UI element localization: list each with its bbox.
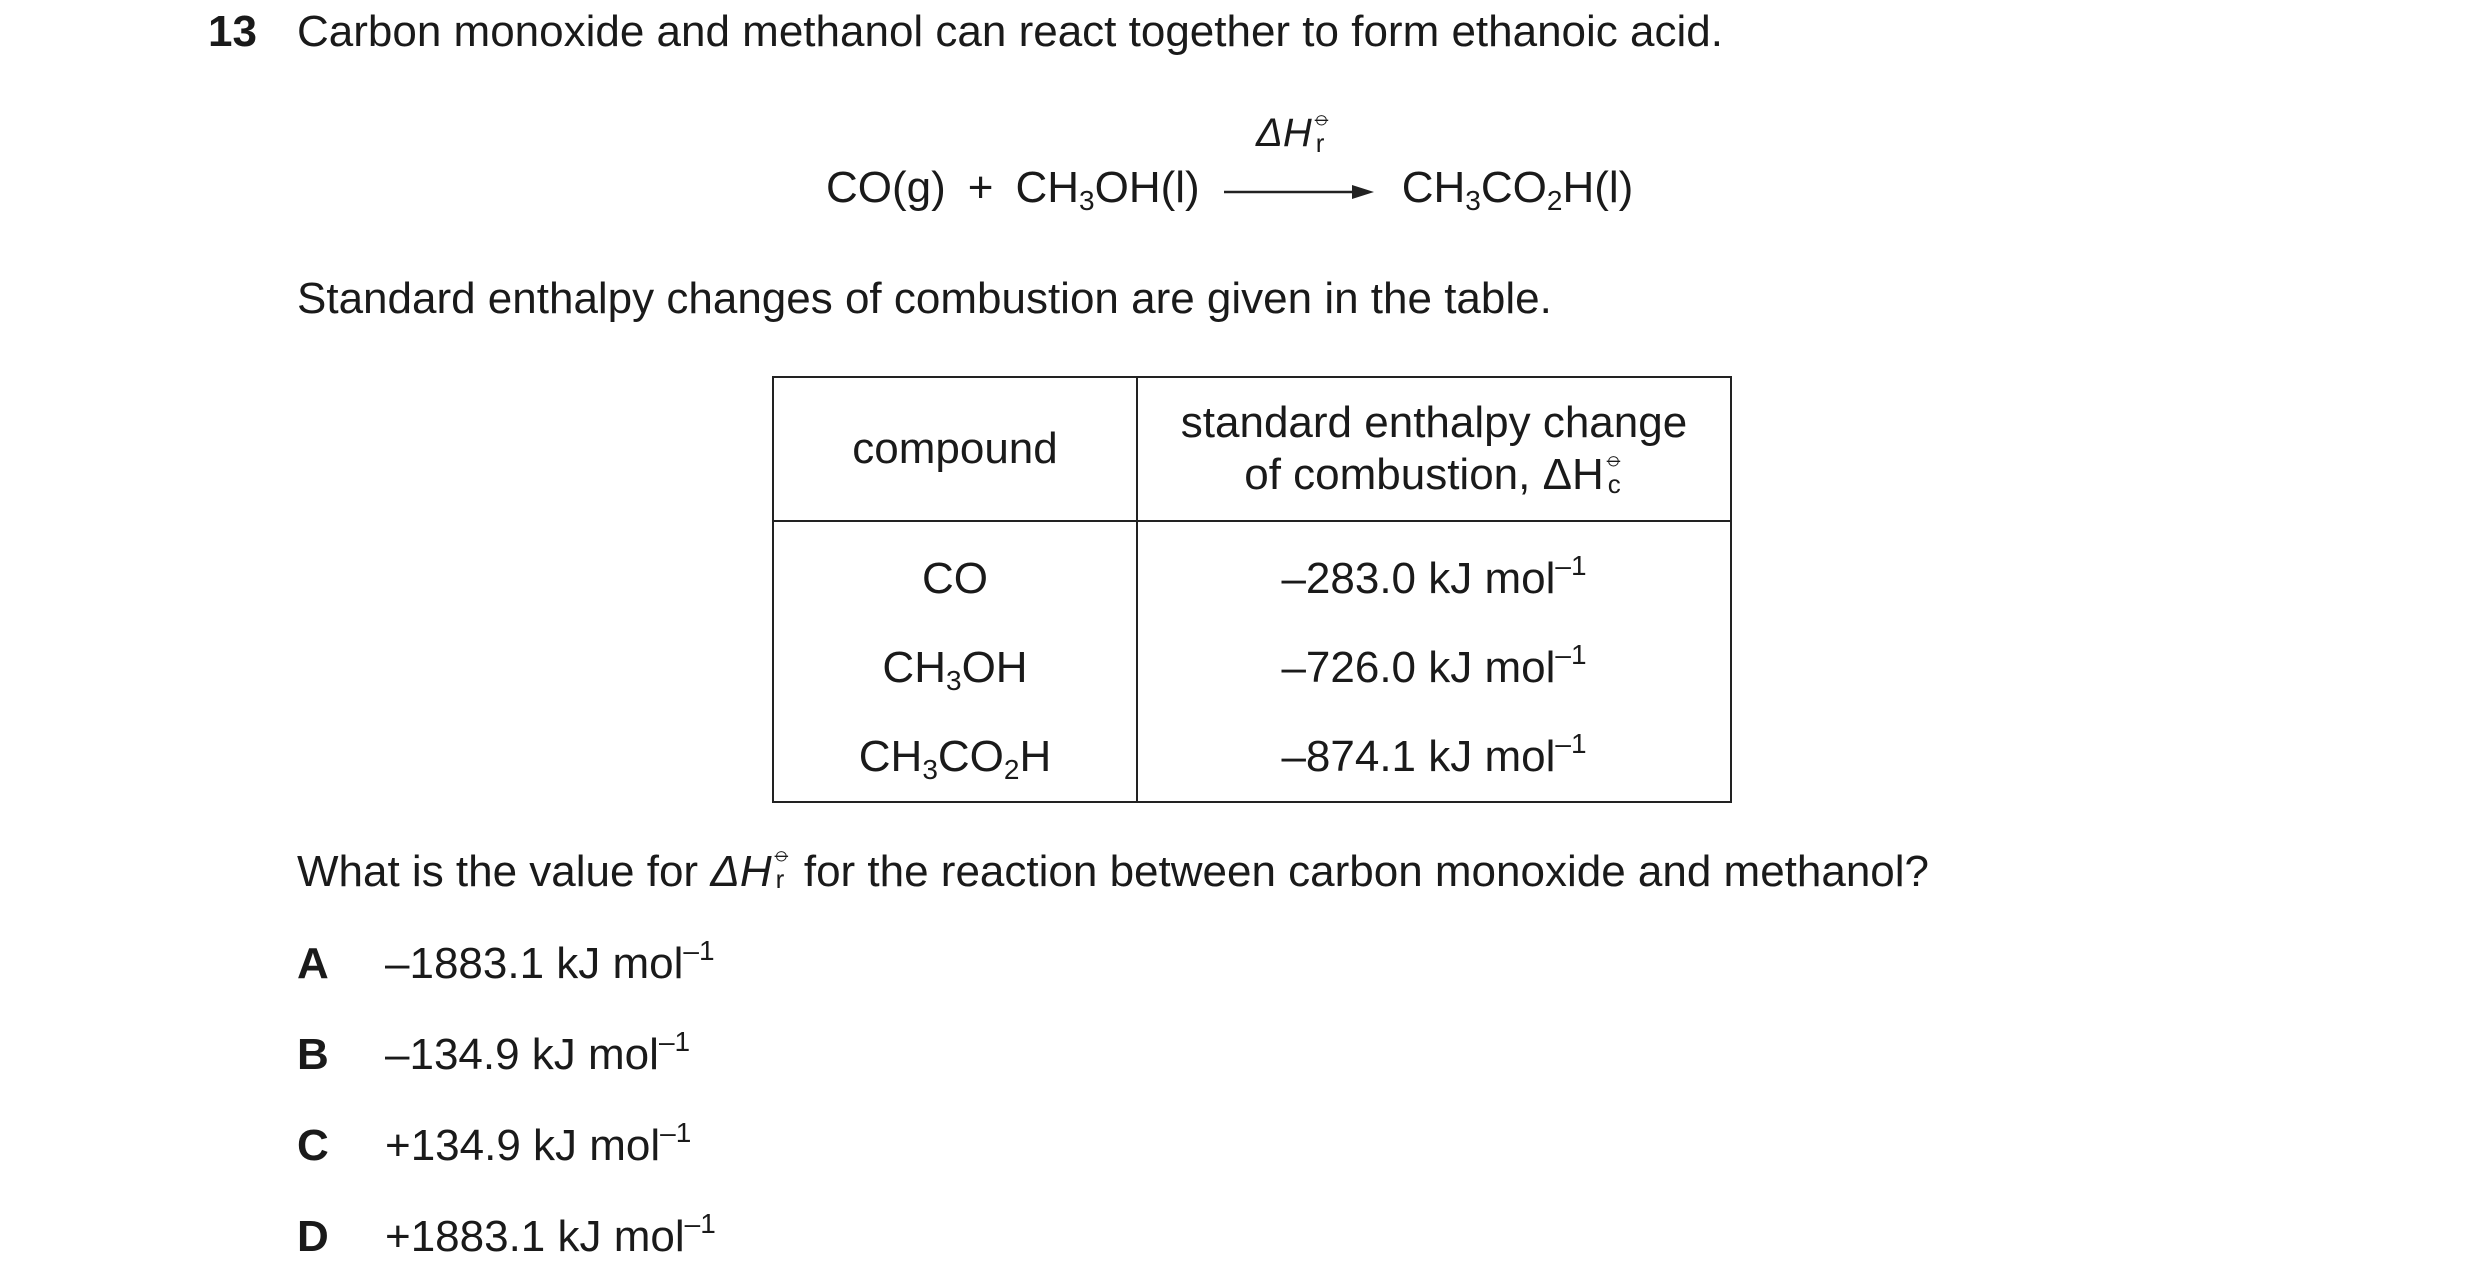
option-letter: B bbox=[297, 1030, 329, 1079]
header-enthalpy-line2: of combustion, ΔH bbox=[1244, 450, 1604, 499]
question-stem: Carbon monoxide and methanol can react together to form ethanoic acid. bbox=[297, 7, 1723, 56]
product-ethanoic-acid: $CH_3CO_2H(l)$ bbox=[1401, 163, 1634, 216]
combustion-data-table bbox=[772, 376, 1732, 803]
question-number: 13 bbox=[208, 7, 257, 56]
compound-cell: $CH_3OH$ bbox=[773, 623, 1137, 712]
reaction-arrow-icon bbox=[1224, 160, 1374, 216]
option-b[interactable]: B –134.9 kJ mol$^{-1}$ bbox=[297, 1027, 690, 1083]
reaction-equation bbox=[826, 160, 1633, 216]
plus-sign: + bbox=[967, 163, 994, 212]
enthalpy-cell: –726.0 kJ mol$^{-1}$ bbox=[1137, 623, 1731, 712]
option-a[interactable]: A –1883.1 kJ mol$^{-1}$ bbox=[297, 936, 715, 992]
table-row bbox=[773, 521, 1731, 623]
table-intro: Standard enthalpy changes of combustion are given in the table. bbox=[297, 274, 1552, 323]
option-value: –1883.1 kJ mol bbox=[385, 939, 684, 988]
enthalpy-cell: –874.1 kJ mol$^{-1}$ bbox=[1137, 712, 1731, 802]
compound-cell: $CH_3CO_2H$ bbox=[773, 712, 1137, 802]
option-value: –134.9 kJ mol bbox=[385, 1030, 659, 1079]
header-compound: compound bbox=[773, 377, 1137, 521]
option-letter: A bbox=[297, 939, 329, 988]
option-value: +1883.1 kJ mol bbox=[385, 1212, 685, 1261]
table-header-row bbox=[773, 377, 1731, 521]
reaction-enthalpy-label: ΔH ⦵ r bbox=[1256, 104, 1332, 158]
option-c[interactable]: C +134.9 kJ mol$^{-1}$ bbox=[297, 1118, 691, 1174]
option-value: +134.9 kJ mol bbox=[385, 1121, 661, 1170]
reactant-methanol: $CH_3OH(l)$ bbox=[1015, 163, 1200, 216]
table-row bbox=[773, 623, 1731, 712]
standard-state-symbol: ⦵ bbox=[1311, 104, 1332, 131]
reactant-co: CO(g) bbox=[826, 163, 946, 212]
option-letter: C bbox=[297, 1121, 329, 1170]
enthalpy-cell: –283.0 kJ mol$^{-1}$ bbox=[1137, 521, 1731, 623]
option-d[interactable]: D +1883.1 kJ mol$^{-1}$ bbox=[297, 1209, 716, 1265]
table-row bbox=[773, 712, 1731, 802]
option-letter: D bbox=[297, 1212, 329, 1261]
question-prompt: What is the value for ΔH ⦵ r for the reaction between carbon monoxide and methanol? bbox=[297, 840, 1930, 896]
header-enthalpy: standard enthalpy change of combustion, ΔH ⦵ c bbox=[1137, 377, 1731, 521]
compound-cell: CO bbox=[773, 521, 1137, 623]
